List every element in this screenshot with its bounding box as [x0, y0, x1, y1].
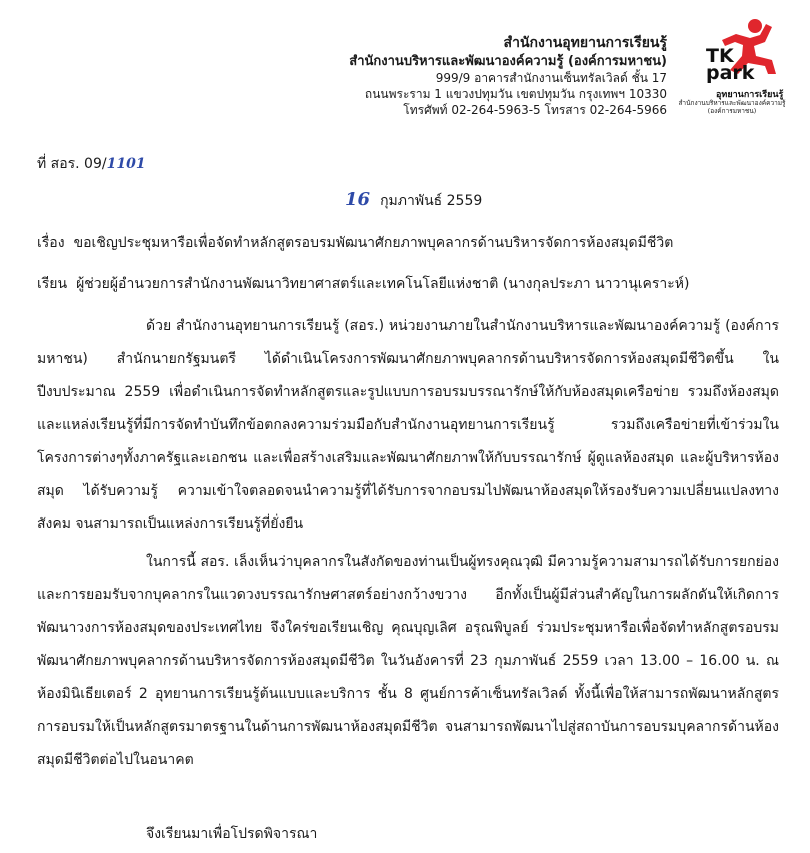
closing-line: จึงเรียนมาเพื่อโปรดพิจารณา [146, 826, 318, 842]
reference-prefix: ที่ สอร. 09/ [37, 156, 107, 172]
recipient-label: เรียน [37, 276, 68, 292]
handwritten-day: 16 [345, 189, 371, 210]
recipient-line [37, 273, 690, 295]
handwritten-number: 1101 [106, 156, 146, 172]
logo-subtitle: อุทยานการเรียนรู้ [716, 90, 784, 100]
body-paragraph-1: ด้วย สำนักงานอุทยานการเรียนรู้ (สอร.) หน่วยงานภายในสำนักงานบริหารและพัฒนาองค์ความรู้ (องค์การมหาชน) สำนักนายกรัฐมนตรี ได้ดำเนินโครงการพัฒนาศักยภาพบุคลากรด้านบริหารจัดการห้องสมุดมีชีวิตขึ้น ในปีงบประมาณ 2559 เพื่อดำเนินการจัดทำหลักสูตรและรูปแบบการอบรมบรรณารักษ์ให้กับห้องสมุดเครือข่าย รวมถึงห้องสมุดและแหล่งเรียนรู้ที่มีการจัดทำบันทึกข้อตกลงความร่วมมือกับสำนักงานอุทยานการเรียนรู้ รวมถึงเครือข่ายที่เข้าร่วมในโครงการต่างๆทั้งภาครัฐและเอกชน และเพื่อสร้างเสริมและพัฒนาศักยภาพให้กับบรรณารักษ์ ผู้ดูแลห้องสมุด และผู้บริหารห้องสมุด ได้รับความรู้ ความเข้าใจตลอดจนนำความรู้ที่ได้รับการจากอบรมไปพัฒนาห้องสมุดให้รองรับความเปลี่ยนแปลงทางสังคม จนสามารถเป็นแหล่งการเรียนรู้ที่ยั่งยืน [37, 318, 779, 532]
recipient-text: ผู้ช่วยผู้อำนวยการสำนักงานพัฒนาวิทยาศาสตร์และเทคโนโลยีแห่งชาติ (นางกุลประภา นาวานุเคราะห์) [76, 276, 690, 292]
subject-label: เรื่อง [37, 235, 65, 251]
address-line-1: 999/9 อาคารสำนักงานเซ็นทรัลเวิลด์ ชั้น 17 [435, 71, 667, 86]
org-name: สำนักงานอุทยานการเรียนรู้ [503, 35, 667, 51]
reference-number [37, 153, 146, 175]
tk-park-logo [676, 18, 788, 126]
logo-wordmark: TK park [706, 45, 755, 84]
parent-org: สำนักงานบริหารและพัฒนาองค์ความรู้ (องค์การมหาชน) [349, 53, 667, 69]
contact-numbers: โทรศัพท์ 02-264-5963-5 โทรสาร 02-264-5966 [403, 103, 667, 118]
address-line-2: ถนนพระราม 1 แขวงปทุมวัน เขตปทุมวัน กรุงเทพฯ 10330 [364, 87, 667, 102]
date-month-year: กุมภาพันธ์ 2559 [380, 193, 483, 209]
body-paragraph-2: ในการนี้ สอร. เล็งเห็นว่าบุคลากรในสังกัดของท่านเป็นผู้ทรงคุณวุฒิ มีความรู้ความสามารถได้รับการยกย่องและการยอมรับจากบุคลากรในแวดวงบรรณารักษศาสตร์อย่างกว้างขวาง อีกทั้งเป็นผู้มีส่วนสำคัญในการผลักดันให้เกิดการพัฒนาวงการห้องสมุดของประเทศไทย จึงใคร่ขอเรียนเชิญ คุณบุญเลิศ อรุณพิบูลย์ ร่วมประชุมหารือเพื่อจัดทำหลักสูตรอบรมพัฒนาศักยภาพบุคลากรด้านบริหารจัดการห้องสมุดมีชีวิต ในวันอังคารที่ 23 กุมภาพันธ์ 2559 เวลา 13.00 – 16.00 น. ณ ห้องมินิเธียเตอร์ 2 อุทยานการเรียนรู้ต้นแบบและบริการ ชั้น 8 ศูนย์การค้าเซ็นทรัลเวิลด์ ทั้งนี้เพื่อให้สามารถพัฒนาหลักสูตรการอบรมให้เป็นหลักสูตรมาตรฐานในด้านการพัฒนาห้องสมุดมีชีวิต จนสามารถพัฒนาไปสู่สถาบันการอบรมบุคลากรด้านห้องสมุดมีชีวิตต่อไปในอนาคต [37, 554, 779, 768]
subject-text: ขอเชิญประชุมหารือเพื่อจัดทำหลักสูตรอบรมพัฒนาศักยภาพบุคลากรด้านบริหารจัดการห้องสมุดมีชีวิต [73, 235, 674, 251]
logo-org-caption: สำนักงานบริหารและพัฒนาองค์ความรู้ (องค์การมหาชน) [678, 99, 786, 115]
letterhead [349, 34, 667, 118]
letter-date [345, 189, 482, 212]
subject-line [37, 232, 673, 254]
